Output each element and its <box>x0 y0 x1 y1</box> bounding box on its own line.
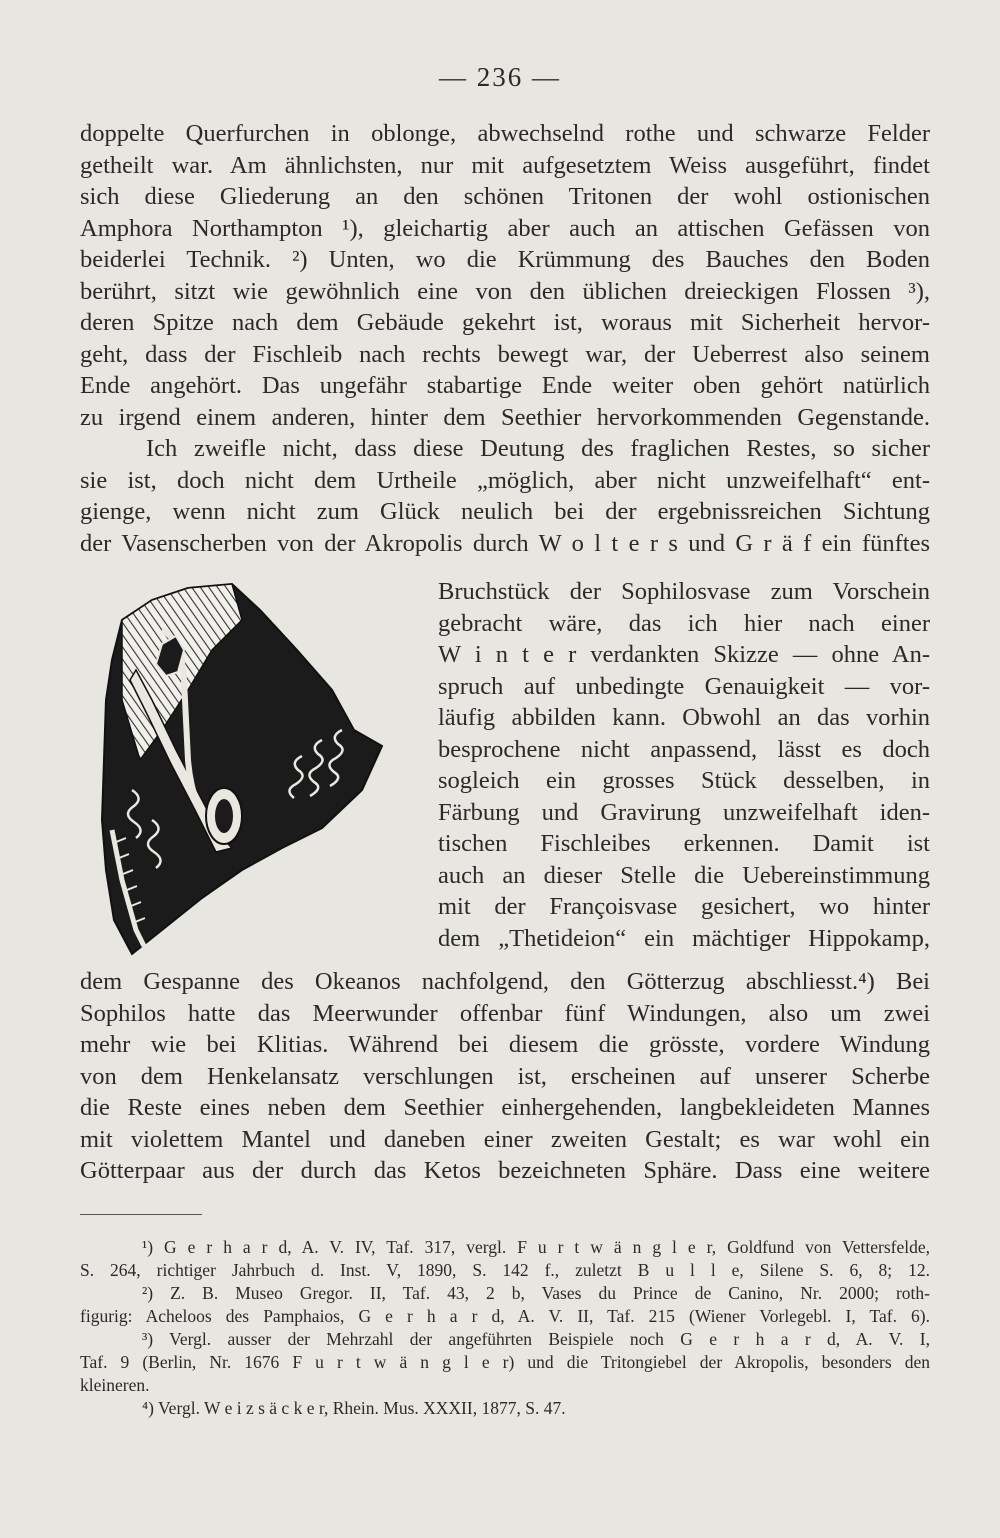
body-text-bottom <box>80 966 930 1187</box>
text-line: berührt, sitzt wie gewöhnlich eine von den üblichen dreieckigen Flossen ³), <box>80 277 930 305</box>
footnote-line: ¹) G e r h a r d, A. V. IV, Taf. 317, vergl. F u r t w ä n g l e r, Goldfund von Vettersfelde, <box>142 1237 930 1257</box>
text-line: der Vasenscherben von der Akropolis durch W o l t e r s und G r ä f ein fünftes <box>80 529 930 557</box>
footnote-line: S. 264, richtiger Jahrbuch d. Inst. V, 1890, S. 142 f., zuletzt B u l l e, Silene S. 6, 8; 12. <box>80 1260 930 1280</box>
footnote-divider <box>80 1214 202 1215</box>
body-text-wrapped <box>438 576 930 954</box>
text-line: Amphora Northampton ¹), gleichartig aber auch an attischen Gefässen von <box>80 214 930 242</box>
text-line: besprochene nicht anpassend, lässt es doch <box>438 735 930 763</box>
footnote-line: ³) Vergl. ausser der Mehrzahl der angeführten Beispiele noch G e r h a r d, A. V. I, <box>142 1329 930 1349</box>
text-line: mit der Françoisvase gesichert, wo hinter <box>438 893 930 920</box>
text-line: tischen Fischleibes erkennen. Damit ist <box>438 830 930 857</box>
page-number: — 236 — <box>439 62 561 92</box>
text-line: die Reste eines neben dem Seethier einhergehenden, langbekleideten Mannes <box>80 1094 930 1121</box>
text-line: gebracht wäre, das ich hier nach einer <box>438 609 930 637</box>
text-line: auch an dieser Stelle die Uebereinstimmung <box>438 861 930 889</box>
text-line: getheilt war. Am ähnlichsten, nur mit aufgesetztem Weiss ausgeführt, findet <box>80 151 930 179</box>
text-line: zu irgend einem anderen, hinter dem Seethier hervorkommenden Gegenstande. <box>80 403 930 431</box>
sherd-illustration <box>92 580 410 960</box>
text-line: Ich zweifle nicht, dass diese Deutung des fraglichen Restes, so sicher <box>146 435 930 462</box>
text-line: geht, dass der Fischleib nach rechts bewegt war, der Ueberrest also seinem <box>80 340 930 368</box>
footnote-line: ²) Z. B. Museo Gregor. II, Taf. 43, 2 b, Vases du Prince de Canino, Nr. 2000; roth- <box>142 1283 930 1303</box>
text-line: dem „Thetideion“ ein mächtiger Hippokamp, <box>438 924 930 952</box>
text-line: mit violettem Mantel und daneben einer zweiten Gestalt; es war wohl ein <box>80 1125 930 1153</box>
footnote-line: figurig: Acheloos des Pamphaios, G e r h a r d, A. V. II, Taf. 215 (Wiener Vorlegebl. I, Taf. 6). <box>80 1306 930 1326</box>
text-line: deren Spitze nach dem Gebäude gekehrt ist, woraus mit Sicherheit hervor- <box>80 309 930 336</box>
footnotes <box>80 1236 930 1420</box>
text-line: sie ist, doch nicht dem Urtheile „möglich, aber nicht unzweifelhaft“ ent- <box>80 466 930 494</box>
text-line: Götterpaar aus der durch das Ketos bezeichneten Sphäre. Dass eine weitere <box>80 1157 930 1184</box>
text-line: gienge, wenn nicht zum Glück neulich bei der ergebnissreichen Sichtung <box>80 498 930 525</box>
text-line: doppelte Querfurchen in oblonge, abwechselnd rothe und schwarze Felder <box>80 120 930 147</box>
text-line: Sophilos hatte das Meerwunder offenbar fünf Windungen, also um zwei <box>80 999 930 1027</box>
text-line: Ende angehört. Das ungefähr stabartige Ende weiter oben gehört natürlich <box>80 372 930 399</box>
footnote-line: Taf. 9 (Berlin, Nr. 1676 F u r t w ä n g l e r) und die Tritongiebel der Akropolis, besonders den <box>80 1352 930 1372</box>
footnote-line: ⁴) Vergl. W e i z s ä c k e r, Rhein. Mus. XXXII, 1877, S. 47. <box>142 1398 566 1418</box>
text-line: Färbung und Gravirung unzweifelhaft iden- <box>438 798 930 826</box>
text-line: sogleich ein grosses Stück desselben, in <box>438 767 930 794</box>
text-line: sich diese Gliederung an den schönen Tritonen der wohl ostionischen <box>80 183 930 210</box>
text-line: läufig abbilden kann. Obwohl an das vorhin <box>438 704 930 731</box>
body-text-top <box>80 118 930 559</box>
text-line: W i n t e r verdankten Skizze — ohne An- <box>438 641 930 668</box>
text-line: von dem Henkelansatz verschlungen ist, erscheinen auf unserer Scherbe <box>80 1062 930 1090</box>
footnote-line: kleineren. <box>80 1375 150 1395</box>
text-line: beiderlei Technik. ²) Unten, wo die Krümmung des Bauches den Boden <box>80 246 930 273</box>
text-line: dem Gespanne des Okeanos nachfolgend, den Götterzug abschliesst.⁴) Bei <box>80 968 930 995</box>
text-line: mehr wie bei Klitias. Während bei diesem die grösste, vordere Windung <box>80 1031 930 1058</box>
text-line: spruch auf unbedingte Genauigkeit — vor- <box>438 672 930 700</box>
text-line: Bruchstück der Sophilosvase zum Vorschein <box>438 578 930 605</box>
